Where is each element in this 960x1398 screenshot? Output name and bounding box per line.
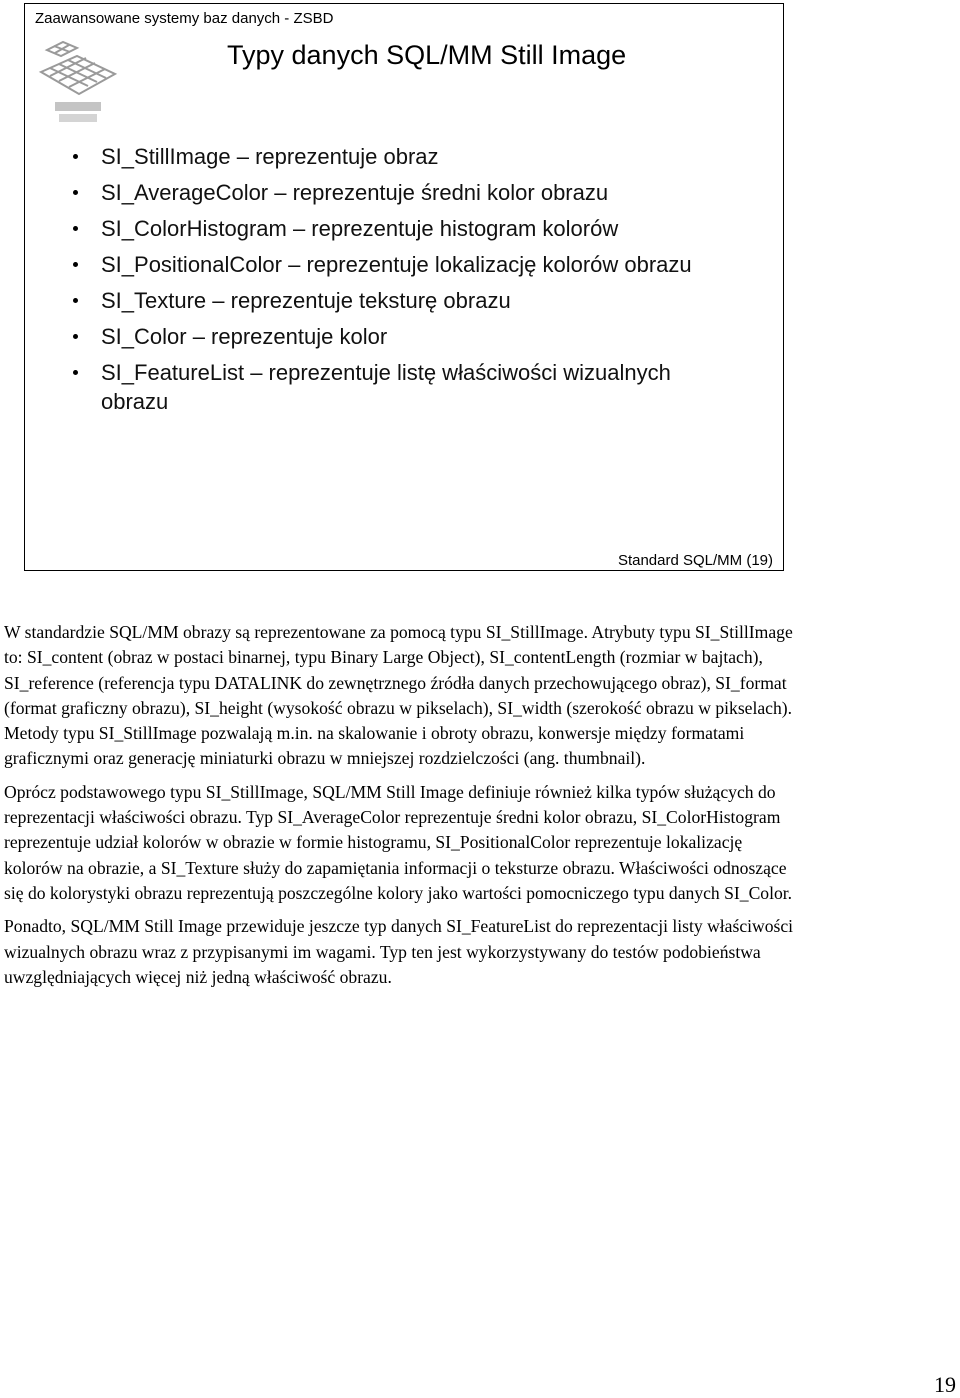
slide-footer: Standard SQL/MM (19) — [617, 552, 773, 569]
body-text — [4, 620, 804, 998]
bullet-item: SI_Texture – reprezentuje teksturę obrazu — [71, 286, 731, 315]
bullet-item: SI_ColorHistogram – reprezentuje histogram kolorów — [71, 214, 731, 243]
slide-header: Zaawansowane systemy baz danych - ZSBD — [35, 10, 334, 27]
bullet-item: SI_PositionalColor – reprezentuje lokalizację kolorów obrazu — [71, 250, 731, 279]
paragraph: Ponadto, SQL/MM Still Image przewiduje jeszcze typ danych SI_FeatureList do reprezentacji listy właściwości wizualnych obrazu wraz z przypisanymi im wagami. Typ ten jest wykorzystywany do testów podobieństwa uwzględniających więcej niż jedną właściwość obrazu. — [4, 916, 794, 987]
bullet-item: SI_FeatureList – reprezentuje listę właściwości wizualnych obrazu — [71, 358, 731, 416]
bullet-list — [71, 142, 731, 423]
bullet-item: SI_StillImage – reprezentuje obraz — [71, 142, 731, 171]
bullet-item: SI_AverageColor – reprezentuje średni kolor obrazu — [71, 178, 731, 207]
slide-title: Typy danych SQL/MM Still Image — [227, 40, 627, 70]
slide-frame — [24, 3, 784, 571]
paragraph: Oprócz podstawowego typu SI_StillImage, SQL/MM Still Image definiuje również kilka typów służących do reprezentacji właściwości obrazu. Typ SI_AverageColor reprezentuje średni kolor obrazu, SI_ColorHistogram reprezentuje udział kolorów w obrazie w formie histogramu, SI_PositionalColor reprezentuje lokalizację kolorów na obrazie, a SI_Texture służy do zapamiętania informacji o teksturze obrazu. Właściwości odnoszące się do kolorystyki obrazu reprezentują poszczególne kolory jako wartości pomocniczego typu danych SI_Color. — [4, 781, 793, 903]
page-number: 19 — [934, 1372, 956, 1397]
university-logo-icon — [37, 34, 119, 129]
bullet-item: SI_Color – reprezentuje kolor — [71, 322, 731, 351]
paragraph: W standardzie SQL/MM obrazy są reprezentowane za pomocą typu SI_StillImage. Atrybuty typu SI_StillImage to: SI_content (obraz w postaci binarnej, typu Binary Large Object), SI_contentLength (rozmiar w bajtach), SI_reference (referencja typu DATALINK do zewnętrznego źródła danych przechowującego obraz), SI_format (format graficzny obrazu), SI_height (wysokość obrazu w pikselach), SI_width (szerokość obrazu w pikselach). Metody typu SI_StillImage pozwalają m.in. na skalowanie i obroty obrazu, konwersje między formatami graficznymi oraz generację miniaturki obrazu w mniejszej rozdzielczości (ang. thumbnail). — [4, 622, 793, 769]
